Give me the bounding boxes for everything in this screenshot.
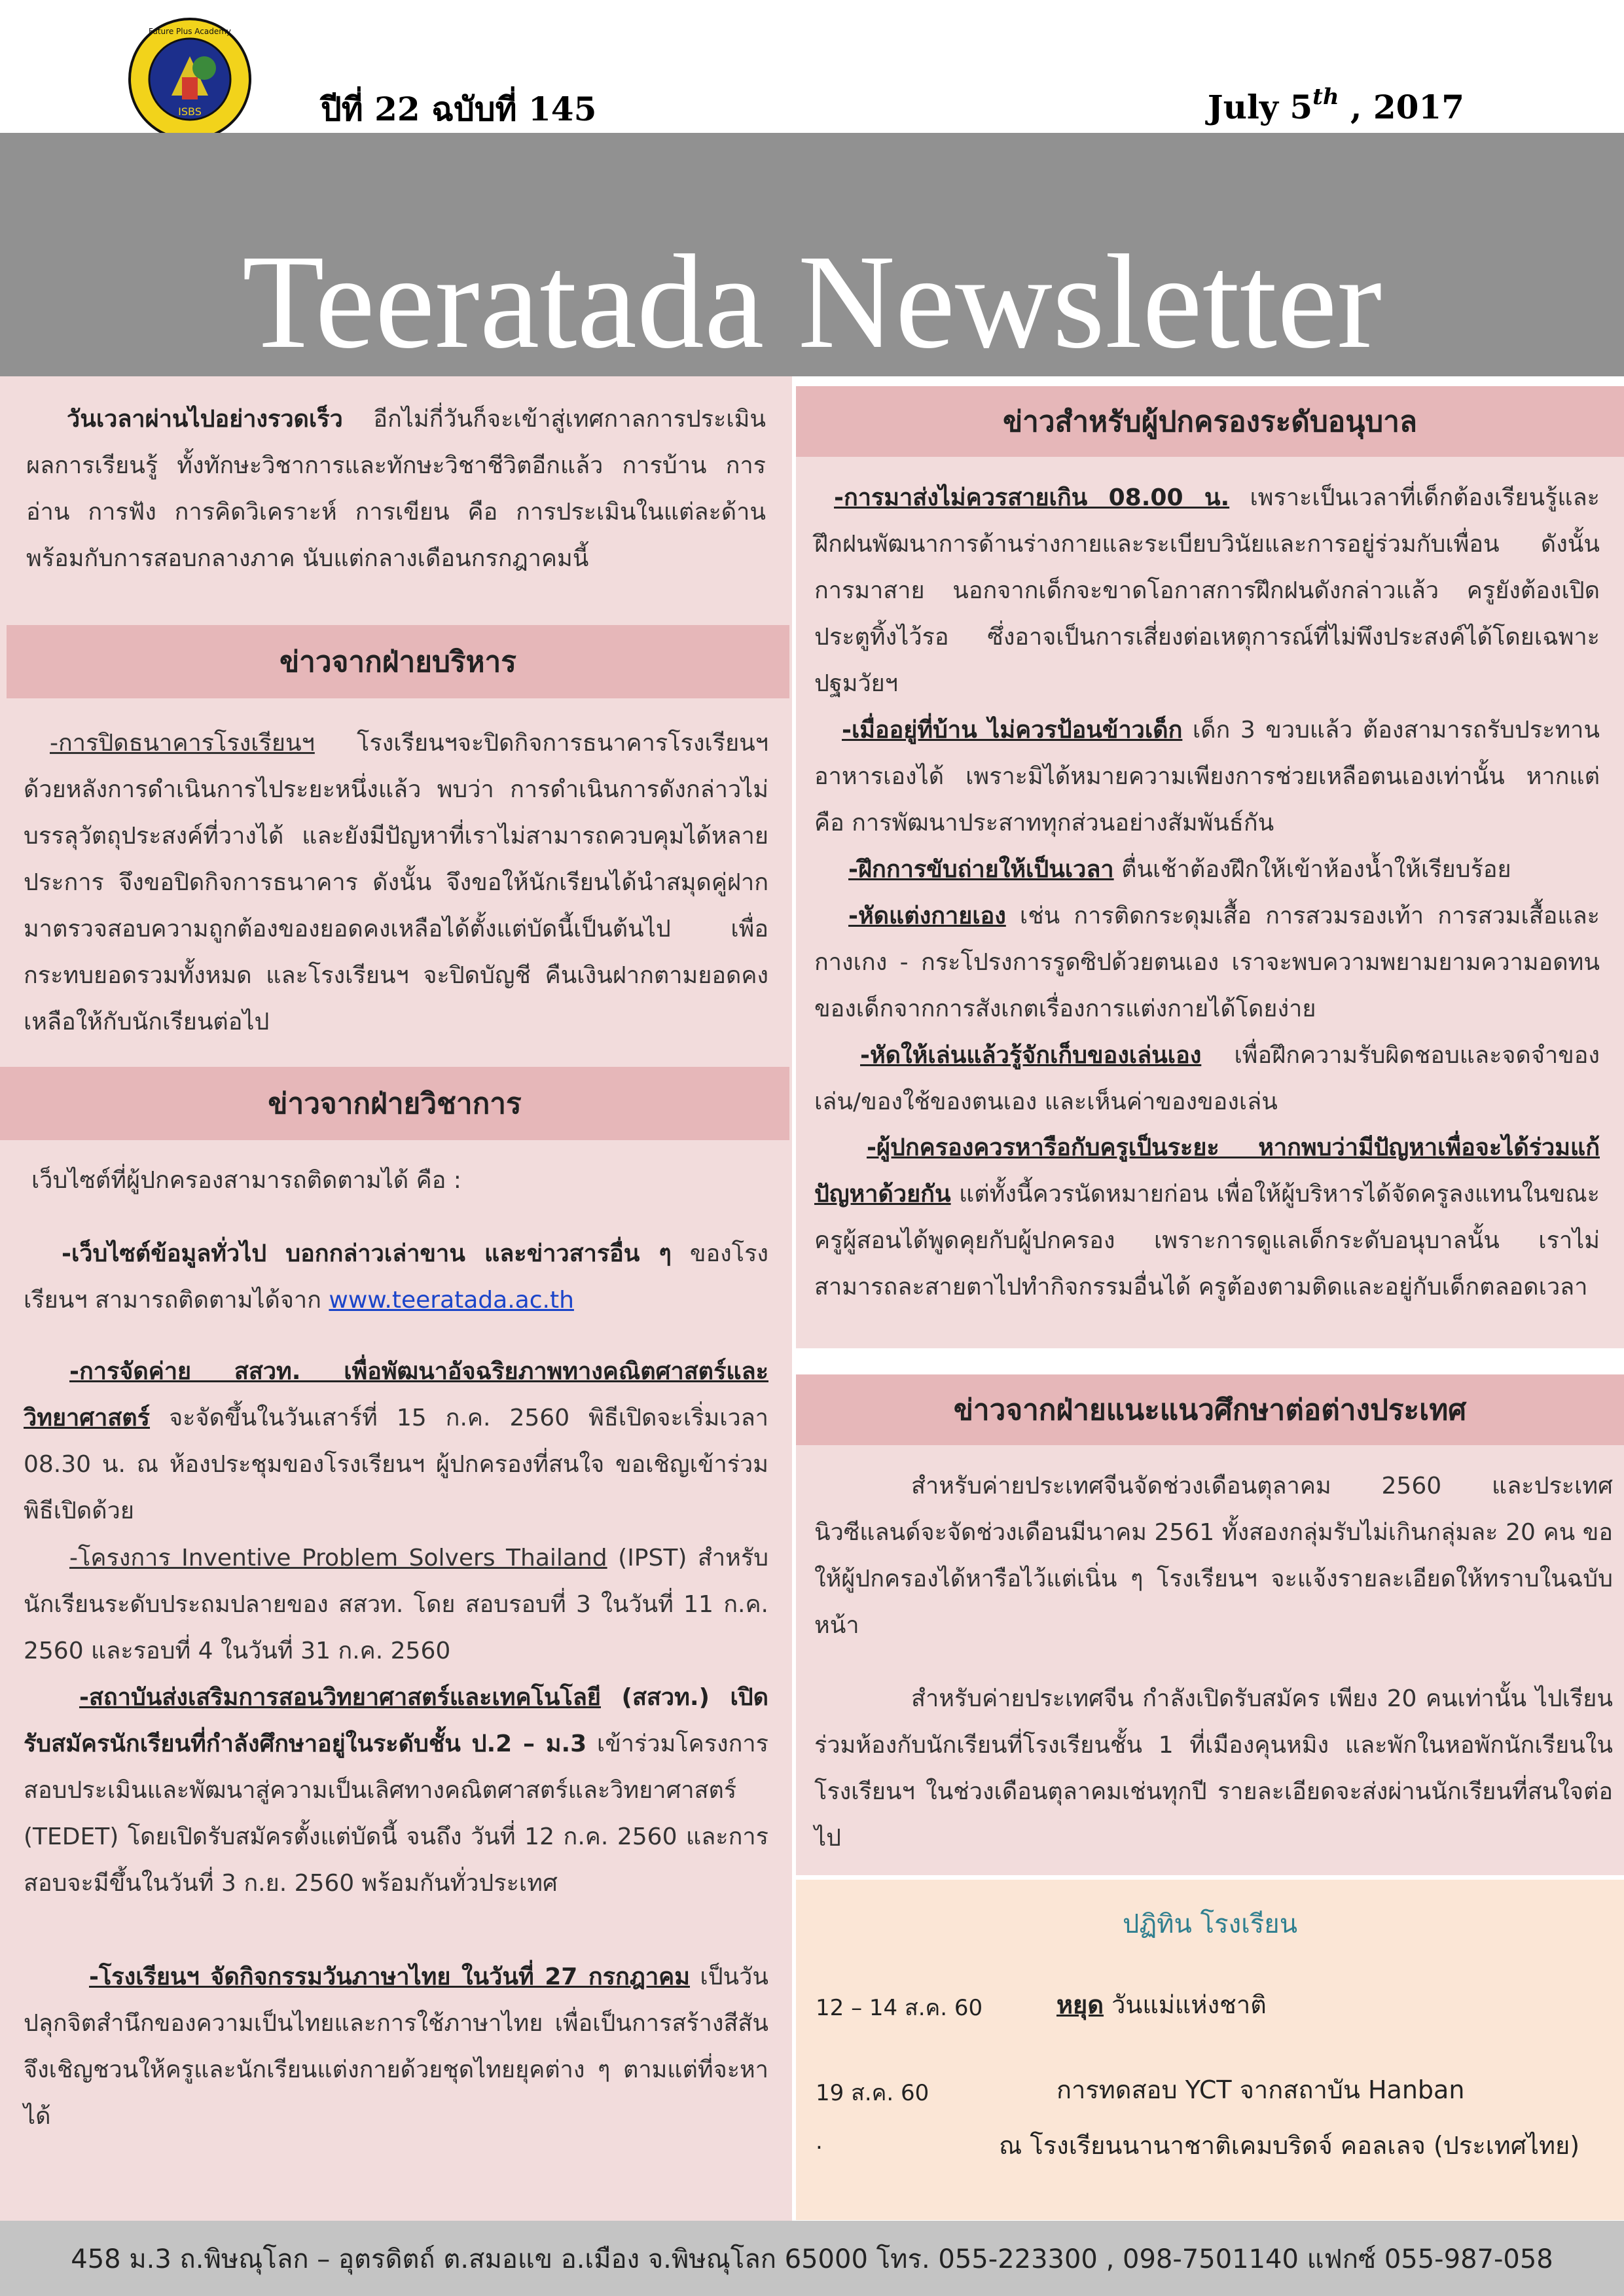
admin-bank-title: -การปิดธนาคารโรงเรียนฯ bbox=[50, 730, 315, 757]
issue-number: ปีที่ 22 ฉบับที่ 145 bbox=[321, 90, 597, 128]
date-month-day: July 5 bbox=[1207, 88, 1313, 126]
general-website-title: -เว็บไซต์ข้อมูลทั่วไป บอกกล่าวเล่าขาน และข่าวสารอื่น ๆ bbox=[62, 1240, 672, 1267]
kg-item-3-text: ตื่นเช้าต้องฝึกให้เข้าห้องน้ำให้เรียบร้อย bbox=[1113, 856, 1511, 883]
footer-address: 458 ม.3 ถ.พิษณุโลก – อุตรดิตถ์ ต.สมอแข อ.เมือง จ.พิษณุโลก 65000 โทร. 055-223300 , 098-7501140 แฟกซ์ 055-987-058 bbox=[0, 2221, 1624, 2296]
kg-item-1-title: -การมาส่งไม่ควรสายเกิน 08.00 น. bbox=[834, 484, 1230, 511]
kg-item-6-text: แต่ทั้งนี้ควรนัดหมายก่อน เพื่อให้ผู้บริหารได้จัดครูลงแทนในขณะครูผู้สอนได้พูดคุยกับผู้ปกครอง เพราะการดูแลเด็กระดับอนุบาลนั้น เราไม่สามารถละสายตาไปทำกิจกรรมอื่นได้ ครูต้องตามติดและอยู่กับเด็กตลอดเวลา bbox=[814, 1181, 1600, 1300]
ipst-text: (IPST) สำหรับนักเรียนระดับประถมปลายของ สสวท. โดย สอบรอบที่ 3 ในวันที่ 11 ก.ค. 2560 และรอบที่ 4 ในวันที่ 31 ก.ค. 2560 bbox=[24, 1545, 769, 1664]
tedet-title: -สถาบันส่งเสริมการสอนวิทยาศาสตร์และเทคโนโลยี bbox=[79, 1684, 601, 1711]
title-banner bbox=[0, 133, 1624, 376]
math-camp-item bbox=[24, 1348, 768, 1534]
admin-heading: ข่าวจากฝ่ายบริหาร bbox=[7, 625, 789, 698]
kg-item-5-text: เพื่อฝึกความรับผิดชอบและจดจำของเล่น/ของใช้ของตนเอง และเห็นค่าของของเล่น bbox=[814, 1042, 1600, 1115]
tedet-text: เข้าร่วมโครงการสอบประเมินและพัฒนาสู่ความเป็นเลิศทางคณิตศาสตร์และวิทยาศาสตร์ (TEDET) โดยเปิดรับสมัครตั้งแต่บัดนี้ จนถึง วันที่ 12 ก.ค. 2560 และการสอบจะมีขึ้นในวันที่ 3 ก.ย. 2560 พร้อมกันทั่วประเทศ bbox=[24, 1731, 768, 1897]
kg-item-3-title: -ฝึกการขับถ่ายให้เป็นเวลา bbox=[848, 856, 1114, 883]
intro-paragraph bbox=[26, 396, 766, 582]
intro-lead: วันเวลาผ่านไปอย่างรวดเร็ว bbox=[67, 406, 343, 433]
kg-item-2 bbox=[814, 707, 1600, 846]
calendar-event-3: ณ โรงเรียนนานาชาติเคมบริดจ์ คอลเลจ (ประเทศไทย) bbox=[999, 2131, 1580, 2160]
calendar-date-1: 12 – 14 ส.ค. 60 bbox=[816, 1995, 983, 2021]
ipst-item bbox=[24, 1535, 768, 1674]
calendar-date-2: 19 ส.ค. 60 bbox=[816, 2080, 929, 2106]
issue-date bbox=[1208, 84, 1464, 126]
date-year: , 2017 bbox=[1339, 88, 1464, 126]
date-suffix: th bbox=[1312, 84, 1339, 110]
svg-text:ISBS: ISBS bbox=[178, 105, 202, 118]
websites-label: เว็บไซต์ที่ผู้ปกครองสามารถติดตามได้ คือ : bbox=[31, 1167, 461, 1194]
general-website-item bbox=[24, 1230, 768, 1323]
math-camp-text: จะจัดขึ้นในวันเสาร์ที่ 15 ก.ค. 2560 พิธีเปิดจะเริ่มเวลา 08.30 น. ณ ห้องประชุมของโรงเรียนฯ ผู้ปกครองที่สนใจ ขอเชิญเข้าร่วมพิธีเปิดด้วย bbox=[24, 1405, 768, 1524]
kg-item-2-text: เด็ก 3 ขวบแล้ว ต้องสามารถรับประทานอาหารเองได้ เพราะมิได้หมายความเพียงการช่วยเหลือตนเองเท่านั้น หากแต่ คือ การพัฒนาประสาททุกส่วนอย่างสัมพันธ์กัน bbox=[814, 717, 1600, 836]
kindergarten-heading: ข่าวสำหรับผู้ปกครองระดับอนุบาล bbox=[796, 386, 1624, 457]
calendar-date-3: . bbox=[816, 2128, 823, 2155]
kg-item-1-text: เพราะเป็นเวลาที่เด็กต้องเรียนรู้และฝึกฝนพัฒนาการด้านร่างกายและระเบียบวินัยและการอยู่ร่วมกับเพื่อน ดังนั้น การมาสาย นอกจากเด็กจะขาดโอกาสการฝึกฝนดังกล่าวแล้ว ครูยังต้องเปิดประตูทิ้งไว้รอ ซึ่งอาจเป็นการเสี่ยงต่อเหตุการณ์ที่ไม่พึงประสงค์ได้โดยเฉพาะปฐมวัยฯ bbox=[814, 484, 1600, 697]
school-calendar bbox=[796, 1880, 1624, 2220]
intro-text: อีกไม่กี่วันก็จะเข้าสู่เทศกาลการประเมินผลการเรียนรู้ ทั้งทักษะวิชาการและทักษะวิชาชีวิตอีกแล้ว การบ้าน การอ่าน การฟัง การคิดวิเคราะห์ การเขียน คือ การประเมินในแต่ละด้าน พร้อมกับการสอบกลางภาค นับแต่กลางเดือนกรกฎาคมนี้ bbox=[26, 406, 766, 572]
tedet-mid: (สสวท.) bbox=[601, 1684, 731, 1711]
calendar-event-2: การทดสอบ YCT จากสถาบัน Hanban bbox=[1056, 2075, 1465, 2104]
school-logo bbox=[126, 17, 254, 141]
thai-day-title: -โรงเรียนฯ จัดกิจกรรมวันภาษาไทย ในวันที่ 27 กรกฎาคม bbox=[89, 1964, 690, 1990]
academic-heading: ข่าวจากฝ่ายวิชาการ bbox=[0, 1067, 789, 1140]
kg-item-4-title: -หัดแต่งกายเอง bbox=[848, 903, 1006, 929]
calendar-event-1-text: วันแม่แห่งชาติ bbox=[1104, 1990, 1267, 2019]
kg-item-2-title: -เมื่ออยู่ที่บ้าน ไม่ควรป้อนข้าวเด็ก bbox=[842, 717, 1183, 744]
math-camp-title: -การจัดค่าย สสวท. เพื่อพัฒนาอัจฉริยภาพทางคณิตศาสตร์และวิทยาศาสตร์ bbox=[24, 1358, 768, 1431]
calendar-event-1-bold: หยุด bbox=[1056, 1990, 1104, 2019]
calendar-title: ปฏิทิน โรงเรียน bbox=[1122, 1909, 1298, 1939]
abroad-heading: ข่าวจากฝ่ายแนะแนวศึกษาต่อต่างประเทศ bbox=[796, 1374, 1624, 1445]
thai-day-item bbox=[24, 1954, 768, 2140]
tedet-item bbox=[24, 1674, 768, 1907]
abroad-paragraph-2: สำหรับค่ายประเทศจีน กำลังเปิดรับสมัคร เพียง 20 คนเท่านั้น ไปเรียนร่วมห้องกับนักเรียนที่โรงเรียนชั้น 1 ที่เมืองคุนหมิง และพักในหอพักนักเรียนในโรงเรียนฯ ในช่วงเดือนตุลาคมเช่นทุกปี รายละเอียดจะส่งผ่านนักเรียนที่สนใจต่อไป bbox=[814, 1685, 1613, 1852]
tedet-bold: เปิดรับสมัครนักเรียนที่กำลังศึกษาอยู่ในระดับชั้น ป.2 – ม.3 bbox=[24, 1684, 768, 1757]
newsletter-title: Teeratada Newsletter bbox=[242, 226, 1382, 376]
kg-item-4-text: เช่น การติดกระดุมเสื้อ การสวมรองเท้า การสวมเสื้อและกางเกง - กระโปรงการรูดซิปด้วยตนเอง เราจะพบความพยามยามความอดทนของเด็กจากการสังเกตเรื่องการแต่งกายได้โดยง่าย bbox=[814, 903, 1600, 1022]
ipst-title: -โครงการ Inventive Problem Solvers Thailand bbox=[69, 1545, 607, 1571]
kg-item-4 bbox=[814, 893, 1600, 1032]
calendar-event-1 bbox=[1056, 1984, 1267, 2024]
general-website-text: ของโรงเรียนฯ สามารถติดตามได้จาก bbox=[24, 1240, 768, 1314]
kg-item-5 bbox=[814, 1032, 1600, 1125]
school-website-link[interactable]: www.teeratada.ac.th bbox=[329, 1287, 574, 1314]
kg-item-3 bbox=[814, 846, 1600, 893]
kg-item-6 bbox=[814, 1124, 1600, 1310]
kg-item-5-title: -หัดให้เล่นแล้วรู้จักเก็บของเล่นเอง bbox=[860, 1042, 1202, 1069]
svg-text:Future Plus Academy: Future Plus Academy bbox=[148, 27, 232, 36]
kg-item-6-title: -ผู้ปกครองควรหารือกับครูเป็นระยะ หากพบว่ามีปัญหาเพื่อจะได้ร่วมแก้ปัญหาด้วยกัน bbox=[814, 1134, 1600, 1208]
kg-item-1 bbox=[814, 475, 1600, 707]
admin-bank-item bbox=[24, 720, 768, 1045]
admin-bank-text: โรงเรียนฯจะปิดกิจการธนาคารโรงเรียนฯด้วยหลังการดำเนินการไประยะหนึ่งแล้ว พบว่า การดำเนินการดังกล่าวไม่บรรลุวัตถุประสงค์ที่วางได้ และยังมีปัญหาที่เราไม่สามารถควบคุมได้หลายประการ จึงขอปิดกิจการธนาคาร ดังนั้น จึงขอให้นักเรียนได้นำสมุดคู่ฝากมาตรวจสอบความถูกต้องของยอดคงเหลือได้ตั้งแต่บัดนี้เป็นต้นไป เพื่อกระทบยอดรวมทั้งหมด และโรงเรียนฯ จะปิดบัญชี คืนเงินฝากตามยอดคงเหลือให้กับนักเรียนต่อไป bbox=[24, 730, 768, 1035]
thai-day-text: เป็นวันปลุกจิตสำนึกของความเป็นไทยและการใช้ภาษาไทย เพื่อเป็นการสร้างสีสันจึงเชิญชวนให้ครูและนักเรียนแต่งกายด้วยชุดไทยยุคต่าง ๆ ตามแต่ที่จะหาได้ bbox=[24, 1964, 768, 2130]
abroad-paragraph-1: สำหรับค่ายประเทศจีนจัดช่วงเดือนตุลาคม 2560 และประเทศนิวซีแลนด์จะจัดช่วงเดือนมีนาคม 2561 ทั้งสองกลุ่มรับไม่เกินกลุ่มละ 20 คน ขอให้ผู้ปกครองได้หารือไว้แต่เนิ่น ๆ โรงเรียนฯ จะแจ้งรายละเอียดให้ทราบในฉบับหน้า bbox=[814, 1473, 1613, 1639]
